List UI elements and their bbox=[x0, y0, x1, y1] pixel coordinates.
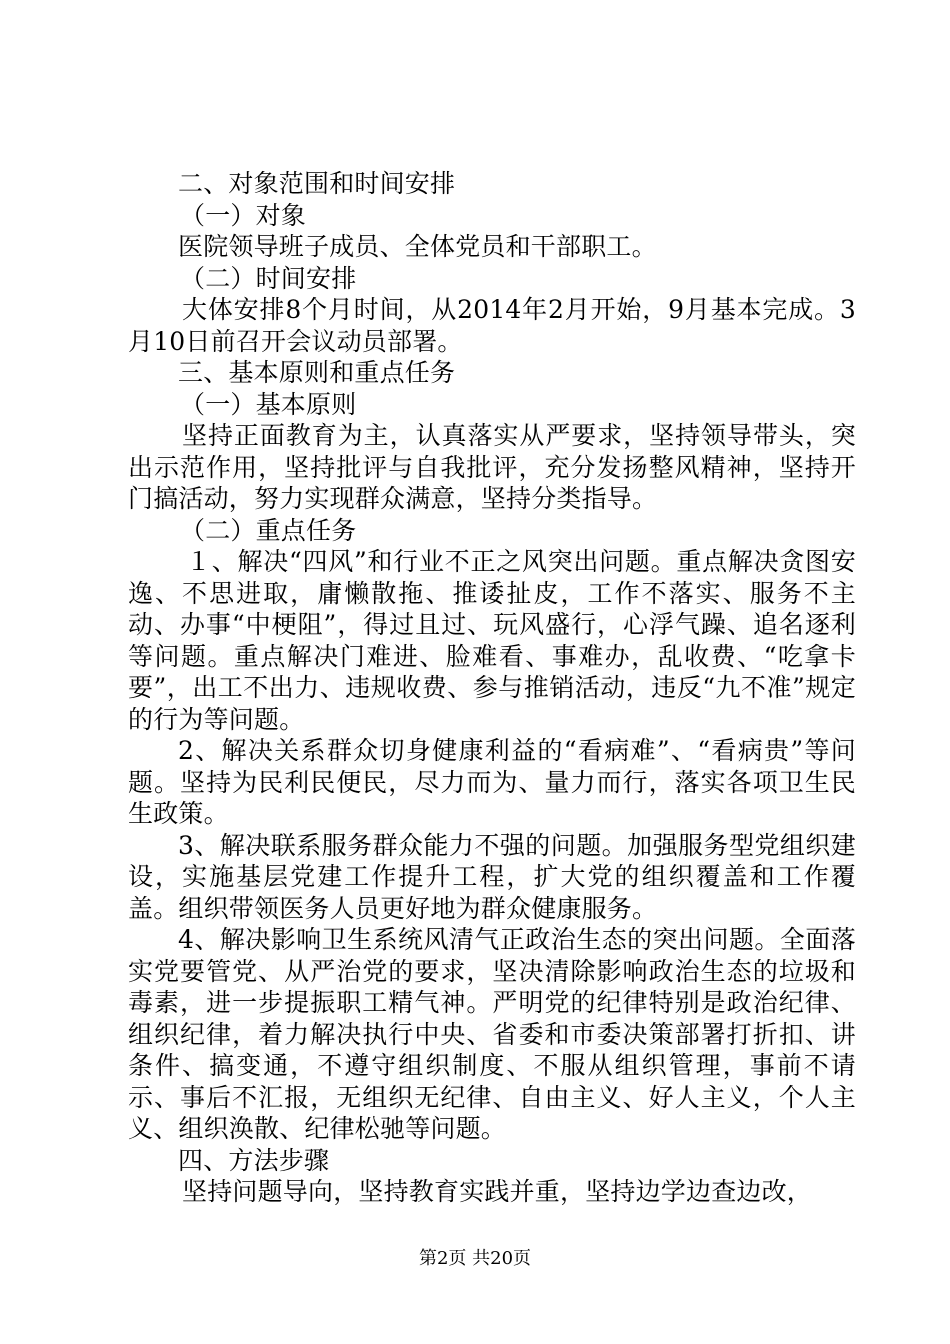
task-4-paragraph: 4、解决影响卫生系统风清气正政治生态的突出问题。全面落实党要管党、从严治党的要求，坚决清除影响政治生态的垃圾和毒素，进一步提振职工精气神。严明党的纪律特别是政治纪律、组织纪律，着力解决执行中央、省委和市委决策部署打折扣、讲条件、搞变通，不遵守组织制度、不服从组织管理，事前不请示、事后不汇报，无组织无纪律、自由主义、好人主义，个人主义、组织涣散、纪律松驰等问题。 bbox=[128, 925, 856, 1143]
task-2-paragraph: 2、解决关系群众切身健康利益的“看病难”、“看病贵”等问题。坚持为民利民便民，尽力而为、量力而行，落实各项卫生民生政策。 bbox=[128, 736, 856, 828]
target-paragraph: 医院领导班子成员、全体党员和干部职工。 bbox=[178, 232, 657, 261]
principles-paragraph: 坚持正面教育为主，认真落实从严要求，坚持领导带头，突出示范作用，坚持批评与自我批评，充分发扬整风精神，坚持开门搞活动，努力实现群众满意，坚持分类指导。 bbox=[128, 421, 856, 513]
task-1-paragraph: １、解决“四风”和行业不正之风突出问题。重点解决贪图安逸、不思进取，庸懒散拖、推诿扯皮，工作不落实、服务不主动、办事“中梗阻”，得过且过、玩风盛行，心浮气躁、追名逐利等问题。重点解决门难进、脸难看、事难办，乱收费、“吃拿卡要”，出工不出力、违规收费、参与推销活动，违反“九不准”规定的行为等问题。 bbox=[128, 547, 856, 734]
subsection-heading-principles: （一）基本原则 bbox=[180, 389, 357, 419]
methods-paragraph: 坚持问题导向，坚持教育实践并重，坚持边学边查边改， bbox=[182, 1177, 813, 1206]
section-heading-4: 四、方法步骤 bbox=[178, 1145, 330, 1175]
subsection-heading-tasks: （二）重点任务 bbox=[180, 515, 357, 545]
subsection-heading-schedule: （二）时间安排 bbox=[180, 263, 357, 293]
page-footer: 第2页 共20页 bbox=[418, 1248, 532, 1269]
subsection-heading-target: （一）对象 bbox=[180, 200, 307, 230]
schedule-paragraph: 大体安排8个月时间，从2014年2月开始，9月基本完成。3月10日前召开会议动员部署。 bbox=[128, 295, 856, 356]
section-heading-2: 二、对象范围和时间安排 bbox=[178, 169, 456, 198]
task-3-paragraph: 3、解决联系服务群众能力不强的问题。加强服务型党组织建设，实施基层党建工作提升工程，扩大党的组织覆盖和工作覆盖。组织带领医务人员更好地为群众健康服务。 bbox=[128, 830, 856, 923]
section-heading-3: 三、基本原则和重点任务 bbox=[178, 358, 456, 387]
document-body bbox=[128, 168, 856, 1208]
